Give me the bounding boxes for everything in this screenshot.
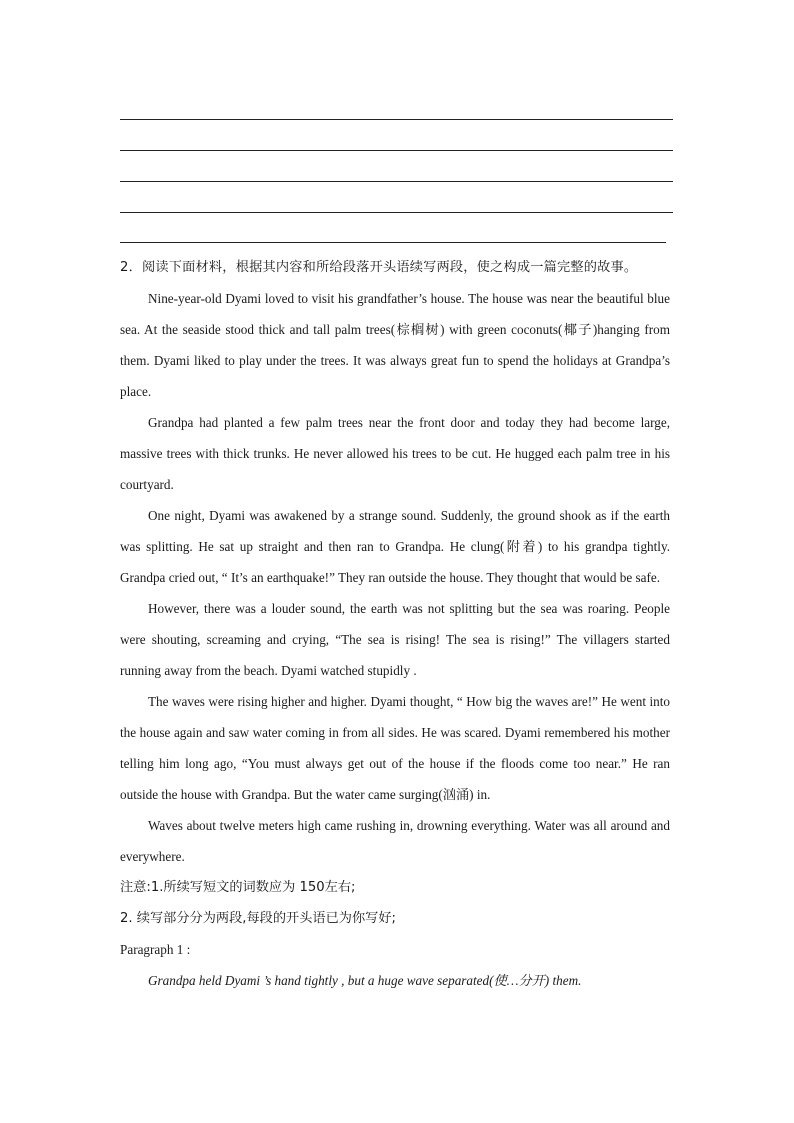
story-paragraph: Waves about twelve meters high came rushing in, drowning everything. Water was all around and everywhere. [120,818,670,864]
story-paragraph: One night, Dyami was awakened by a strange sound. Suddenly, the ground shook as if the earth was splitting. He sat up straight and then ran to Grandpa. He clung(附着) to his grandpa tightly. Grandpa cried out, “ It’s an earthquake!” They ran outside the house. They thought that would be safe. [120,508,670,585]
answer-line [120,150,673,151]
answer-line [120,119,673,120]
answer-line [120,212,673,213]
instruction-note: 注意:1.所续写短文的词数应为 150左右; [120,880,356,895]
answer-line [120,181,673,182]
question-title: 2．阅读下面材料，根据其内容和所给段落开头语续写两段，使之构成一篇完整的故事。 [120,260,638,275]
question-block [120,252,670,996]
paragraph-opening-sentence: Grandpa held Dyami ’s hand tightly , but a huge wave separated(使…分开) them. [148,973,582,988]
paragraph-label: Paragraph 1 : [120,942,191,957]
answer-line [120,242,666,243]
story-paragraph: Grandpa had planted a few palm trees near the front door and today they had become large, massive trees with thick trunks. He never allowed his trees to be cut. He hugged each palm tree in his courtyard. [120,415,670,492]
story-paragraph: The waves were rising higher and higher. Dyami thought, “ How big the waves are!” He went into the house again and saw water coming in from all sides. He was scared. Dyami remembered his mother telling him long ago, “You must always get out of the house if the floods come too near.” He ran outside the house with Grandpa. But the water came surging(汹涌) in. [120,694,670,802]
story-paragraph: However, there was a louder sound, the earth was not splitting but the sea was roaring. People were shouting, screaming and crying, “The sea is rising! The sea is rising!” The villagers started running away from the beach. Dyami watched stupidly . [120,601,670,678]
story-paragraph: Nine-year-old Dyami loved to visit his grandfather’s house. The house was near the beautiful blue sea. At the seaside stood thick and tall palm trees(棕榈树) with green coconuts(椰子)hanging from them. Dyami liked to play under the trees. It was always great fun to spend the holidays at Grandpa’s place. [120,291,670,399]
instruction-note: 2. 续写部分分为两段,每段的开头语已为你写好; [120,911,396,926]
